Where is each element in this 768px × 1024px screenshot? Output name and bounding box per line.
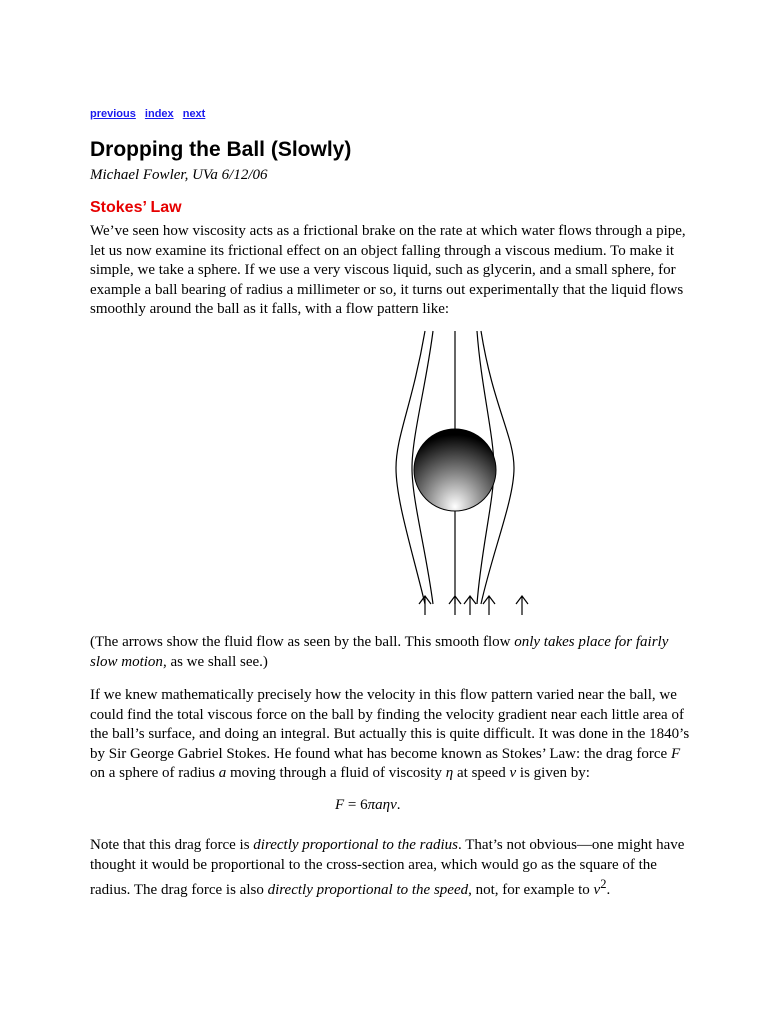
text-span: moving through a fluid of viscosity	[226, 765, 446, 781]
text-span: . That’s not obvious—one might have thought it would be proportional to the cross-section area, which would go as the square of the radius. The drag force is also	[90, 837, 685, 898]
arrow-up-icon	[419, 596, 431, 615]
flow-pattern-diagram	[328, 326, 538, 618]
arrow-up-icon	[483, 596, 495, 615]
arrow-up-icon	[516, 596, 528, 615]
arrow-up-icon	[464, 596, 476, 615]
flow-arrows	[419, 596, 528, 615]
emphasis-text: directly proportional to the radius	[253, 837, 459, 853]
text-span: If we knew mathematically precisely how the velocity in this flow pattern varied near the ball, we could find the total viscous force on the ball by finding the velocity gradient near each little area of the ball’s surface, and doing an integral. But actually this is quite difficult. It was done in the 1840’s by Sir George Gabriel Stokes. He found what has become known as Stokes’ Law: the drag force	[90, 687, 690, 762]
text-span: at speed	[453, 765, 510, 781]
emphasis-text: directly proportional to the speed	[267, 882, 469, 898]
arrow-up-icon	[449, 596, 461, 615]
superscript: 2	[600, 877, 607, 891]
text-span: on a sphere of radius	[90, 765, 219, 781]
variable-v: v	[593, 882, 601, 898]
emphasis-text: only takes place for fairly slow motion	[90, 634, 669, 670]
index-link[interactable]: index	[144, 108, 174, 120]
text-span: , not, for example to	[468, 882, 594, 898]
paragraph-proportional	[90, 836, 690, 901]
variable-v: v	[509, 765, 517, 781]
next-link[interactable]: next	[182, 108, 206, 120]
text-span: (The arrows show the fluid flow as seen by the ball. This smooth flow	[90, 634, 515, 650]
paragraph-arrows-note	[90, 633, 690, 672]
page-title: Dropping the Ball (Slowly)	[90, 138, 352, 161]
ball	[414, 429, 496, 511]
nav-links	[90, 108, 211, 120]
variable-eta: η	[445, 765, 454, 781]
byline: Michael Fowler, UVa 6/12/06	[90, 167, 268, 183]
previous-link[interactable]: previous	[90, 108, 136, 120]
variable-F: F	[670, 745, 681, 762]
text-span: is given by:	[516, 765, 590, 781]
formula-lhs: F	[335, 797, 345, 813]
formula-end: .	[396, 797, 401, 813]
text-span: , as we shall see.)	[162, 653, 268, 670]
section-heading: Stokes’ Law	[90, 199, 182, 216]
paragraph-stokes	[90, 686, 690, 784]
variable-a: a	[218, 765, 227, 781]
text-span: Note that this drag force is	[90, 837, 254, 853]
formula-rhs: πaηv	[367, 797, 397, 813]
text-span: .	[606, 882, 611, 898]
formula-eq: = 6	[344, 797, 368, 813]
stokes-formula	[335, 797, 401, 814]
paragraph-intro: We’ve seen how viscosity acts as a frictional brake on the rate at which water flows through a pipe, let us now examine its frictional effect on an object falling through a viscous medium. To make it simple, we take a sphere. If we use a very viscous liquid, such as glycerin, and a small sphere, for example a ball bearing of radius a millimeter or so, it turns out experimentally that the liquid flows smoothly around the ball as it falls, with a flow pattern like:	[90, 223, 686, 317]
